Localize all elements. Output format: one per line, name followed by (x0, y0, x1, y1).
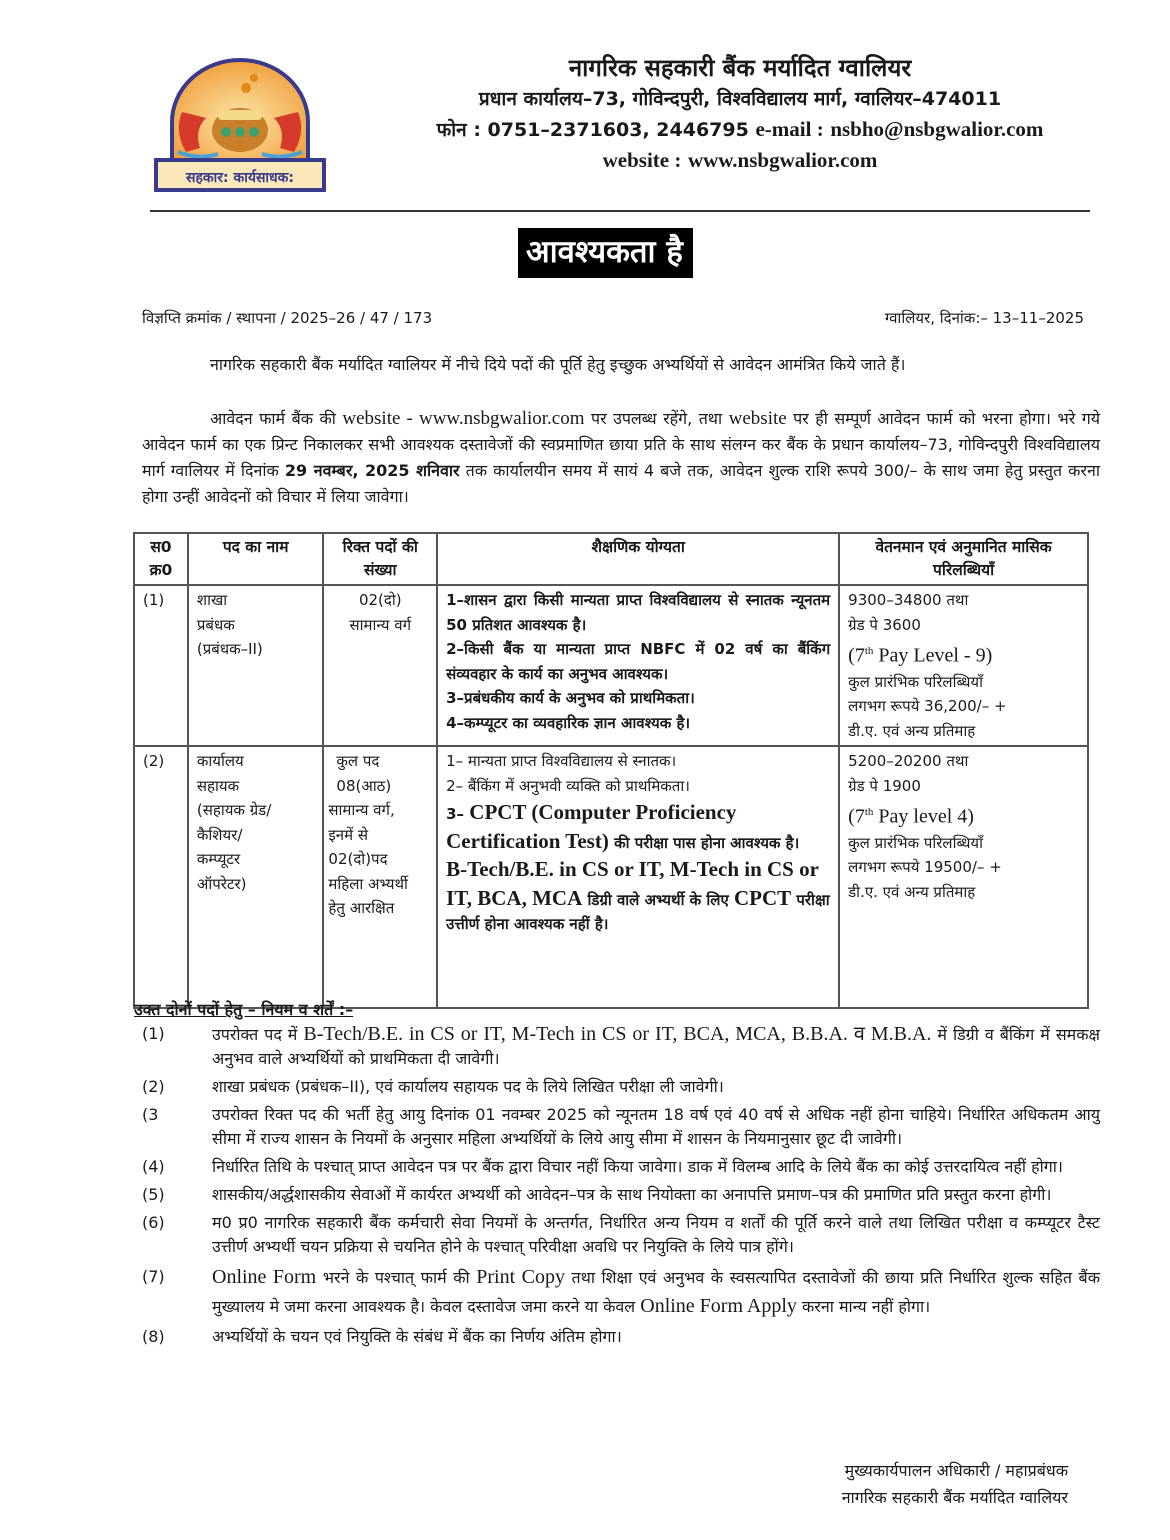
emoluments-amount: लगभग रूपये 36,200/– + (848, 697, 1007, 716)
logo-motto: सहकार: कार्यसाधक: (185, 170, 295, 186)
row-post (188, 585, 324, 746)
rule-text: अभ्यर्थियों के चयन एवं नियुक्ति के संबंध में बैंक का निर्णय अंतिम होगा। (212, 1327, 622, 1346)
phone-label: फोन : (436, 119, 481, 141)
vacancy-line: हेतु आरक्षित (328, 899, 395, 918)
vacancy-table (133, 532, 1089, 1009)
post-line: कार्यालय (196, 752, 244, 771)
qualification-item-exemption: B-Tech/B.E. in CS or IT, M-Tech in CS or IT, BCA, MCA डिग्री वाले अभ्यर्थी के लिए CPCT परीक्षा उत्तीर्ण होना आवश्यक नहीं है। (446, 857, 830, 934)
intro-paragraph-2 (142, 406, 1100, 510)
intro-website-word: website (728, 408, 787, 429)
phone-numbers: 0751–2371603, 2446795 (487, 119, 749, 141)
rule-number: (7) (142, 1267, 165, 1286)
pay-scale: 5200–20200 तथा (848, 752, 969, 771)
vacancy-line: महिला अभ्यर्थी (328, 874, 408, 893)
row-qualification (437, 585, 839, 746)
rules-list (142, 1022, 1100, 1353)
rule-item (142, 1022, 1100, 1071)
row-vacancies (323, 585, 437, 746)
rule-number: (3 (142, 1105, 159, 1124)
grade-pay: ग्रेड पे 3600 (848, 615, 921, 634)
post-line: ऑपरेटर) (196, 874, 247, 893)
post-line: सहायक (196, 776, 240, 795)
qualification-item: 4–कम्प्यूटर का व्यवहारिक ज्ञान आवश्यक है। (446, 713, 691, 732)
intro-text-2d: तक कार्यालयीन समय में सायं 4 बजे तक, आवेदन शुल्क राशि रूपये 300/– के साथ जमा हेतु प्रस्तुत करना होगा उन्हीं आवेदनों को विचार में लिया जावेगा। (142, 461, 1101, 506)
post-line: कम्प्यूटर (196, 850, 241, 869)
pay-scale: 9300–34800 तथा (848, 591, 969, 609)
qualification-item: 1–शासन द्वारा किसी मान्यता प्राप्त विश्वविद्यालय से स्नातक न्यूनतम 50 प्रतिशत आवश्यक है। (446, 591, 831, 634)
website-line (400, 145, 1080, 176)
pay-level: (7th Pay level 4) (848, 805, 974, 828)
rule-number: (2) (142, 1077, 165, 1096)
rule-item (142, 1103, 1100, 1151)
pay-level: (7th Pay Level - 9) (848, 644, 993, 667)
col-header-vacancies: रिक्त पदों की संख्या (323, 533, 437, 585)
intro-website-link[interactable]: website - www.nsbgwalior.com (342, 408, 585, 429)
contact-line (400, 114, 1080, 145)
rule-item (142, 1183, 1100, 1207)
total-emoluments-label: कुल प्रारंभिक परिलब्धियाँ (848, 833, 984, 852)
rules-title: उक्त दोनों पदों हेतु – नियम व शर्तें :– (134, 1000, 354, 1019)
org-address: प्रधान कार्यालय–73, गोविन्दपुरी, विश्वविद्यालय मार्ग, ग्वालियर–474011 (478, 88, 1002, 110)
rule-number: (4) (142, 1157, 165, 1176)
col-header-pay: वेतनमान एवं अनुमानित मासिक परिलब्धियाँ (839, 533, 1088, 585)
rule-item (142, 1263, 1100, 1321)
post-line: शाखा (196, 591, 228, 609)
rule-number: (8) (142, 1327, 165, 1346)
qualification-item: 2– बैंकिंग में अनुभवी व्यक्ति को प्राथमिकता। (446, 776, 690, 795)
rule-item (142, 1075, 1100, 1099)
table-row (134, 746, 1088, 1008)
post-line: (प्रबंधक–II) (196, 640, 263, 658)
rule-text: म0 प्र0 नागरिक सहकारी बैंक कर्मचारी सेवा नियमों के अन्तर्गत, निर्धारित अन्य नियम व शर्तों की पूर्ति करने वाले तथा लिखित परीक्षा व कम्प्यूटर टैस्ट उत्तीर्ण अभ्यर्थी चयन प्रक्रिया से चयनित होने के पश्चात् परिवीक्षा अवधि पर नियुक्ति के लिये पात्र होंगे। (212, 1213, 1100, 1256)
intro-text-2c: पर ही सम्पूर्ण आवेदन फार्म को भरना होगा। भरे गये आवेदन फार्म का एक प्रिन्ट निकालकर सभी आवश्यक दस्तावेजों की स्वप्रमाणित छाया प्रति के साथ संलग्न कर बैंक के प्रधान कार्यालय–73, गोविन्दपुरी विश्वविद्यालय मार्ग ग्वालियर में दिनांक (142, 409, 1100, 480)
vacancy-line: 02(दो) (358, 591, 402, 609)
rule-text: शाखा प्रबंधक (प्रबंधक–II), एवं कार्यालय सहायक पद के लिये लिखित परीक्षा ली जावेगी। (212, 1077, 724, 1096)
signatory-org: नागरिक सहकारी बैंक मर्यादित ग्वालियर (841, 1488, 1068, 1507)
qualification-item-cpct: 3– CPCT (Computer Proficiency Certification Test) की परीक्षा पास होना आवश्यक है। (446, 800, 800, 853)
org-name: नागरिक सहकारी बैंक मर्यादित ग्वालियर (568, 54, 912, 82)
intro-text-1: नागरिक सहकारी बैंक मर्यादित ग्वालियर में नीचे दिये पदों की पूर्ति हेतु इच्छुक अभ्यर्थियों से आवेदन आमंत्रित किये जाते हैं। (210, 355, 906, 374)
row-vacancies (323, 746, 437, 1008)
intro-paragraph-1 (142, 352, 1100, 378)
vacancy-line: सामान्य वर्ग (349, 615, 412, 634)
email-label: e-mail : (755, 117, 824, 141)
qualification-item: 1– मान्यता प्राप्त विश्वविद्यालय से स्नातक। (446, 752, 677, 771)
rule-text: शासकीय/अर्द्धशासकीय सेवाओं में कार्यरत अभ्यर्थी को आवेदन–पत्र के साथ नियोक्ता का अनापत्ति प्रमाण–पत्र की प्रमाणित प्रति प्रस्तुत करना होगी। (212, 1185, 1052, 1204)
da-note: डी.ए. एवं अन्य प्रतिमाह (848, 882, 976, 901)
qualification-item: 3–प्रबंधकीय कार्य के अनुभव को प्राथमिकता। (446, 689, 695, 707)
table-row (134, 585, 1088, 746)
rule-item (142, 1211, 1100, 1259)
rule-number: (6) (142, 1213, 165, 1232)
row-post (188, 746, 324, 1008)
intro-text-2a: आवेदन फार्म बैंक की (210, 409, 336, 428)
grade-pay: ग्रेड पे 1900 (848, 776, 921, 795)
row-qualification (437, 746, 839, 1008)
post-line: प्रबंधक (196, 615, 235, 634)
header-divider (150, 210, 1090, 212)
notice-number: विज्ञप्ति क्रमांक / स्थापना / 2025–26 / 47 / 173 (142, 309, 433, 327)
total-emoluments-label: कुल प्रारंभिक परिलब्धियाँ (848, 672, 984, 691)
notice-banner: आवश्यकता है (518, 228, 693, 278)
table-header-row (134, 533, 1088, 585)
vacancy-line: सामान्य वर्ग, (328, 801, 395, 820)
bank-logo (150, 52, 330, 192)
signatory-designation: मुख्यकार्यपालन अधिकारी / महाप्रबंधक (844, 1461, 1068, 1480)
row-pay (839, 585, 1088, 746)
rule-text: उपरोक्त रिक्त पद की भर्ती हेतु आयु दिनांक 01 नवम्बर 2025 को न्यूनतम 18 वर्ष एवं 40 वर्ष से अधिक नहीं होना चाहिये। निर्धारित अधिकतम आयु सीमा में राज्य शासन के नियमों के अनुसार महिला अभ्यर्थियों के लिये आयु सीमा में शासन के नियमानुसार छूट दी जावेगी। (212, 1105, 1100, 1148)
deadline-date: 29 नवम्बर, 2025 शनिवार (284, 461, 460, 480)
rule-text: उपरोक्त पद में B-Tech/B.E. in CS or IT, M-Tech in CS or IT, BCA, MCA, B.B.A. व M.B.A. में डिग्री व बैंकिंग में समकक्ष अनुभव वाले अभ्यर्थियों को प्राथमिकता दी जावेगी। (212, 1023, 1100, 1068)
qualification-item: 2–किसी बैंक या मान्यता प्राप्त NBFC में 02 वर्ष का बैंकिंग संव्यवहार के कार्य का अनुभव आवश्यक। (446, 640, 831, 683)
vacancy-line: 02(दो)पद (328, 850, 388, 869)
website-label: website : (602, 148, 682, 172)
letterhead (400, 52, 1080, 176)
vacancy-line: कुल पद (336, 752, 380, 771)
website-link[interactable]: www.nsbgwalior.com (687, 148, 878, 172)
col-header-post: पद का नाम (188, 533, 324, 585)
da-note: डी.ए. एवं अन्य प्रतिमाह (848, 721, 976, 740)
post-line: (सहायक ग्रेड/ (196, 801, 272, 820)
row-sno: (1) (134, 585, 188, 746)
vacancy-line: इनमें से (328, 825, 368, 844)
vacancy-line: 08(आठ) (336, 776, 392, 795)
place-date: ग्वालियर, दिनांक:– 13–11–2025 (884, 309, 1084, 327)
row-sno: (2) (134, 746, 188, 1008)
signature-block (842, 1457, 1068, 1511)
rule-item (142, 1155, 1100, 1179)
col-header-qualification: शैक्षणिक योग्यता (437, 533, 839, 585)
post-line: कैशियर/ (196, 825, 243, 844)
rule-number: (5) (142, 1185, 165, 1204)
rule-item (142, 1325, 1100, 1349)
col-header-sno: स0 क्र0 (134, 533, 188, 585)
rule-text: निर्धारित तिथि के पश्चात् प्राप्त आवेदन पत्र पर बैंक द्वारा विचार नहीं किया जावेगा। डाक में विलम्ब आदि के लिये बैंक का कोई उत्तरदायित्व नहीं होगा। (212, 1157, 1063, 1176)
emoluments-amount: लगभग रूपये 19500/– + (848, 858, 1002, 877)
rule-number: (1) (142, 1024, 165, 1043)
rule-text: Online Form भरने के पश्चात् फार्म की Print Copy तथा शिक्षा एवं अनुभव के स्वसत्यापित दस्तावेजों की छाया प्रति निर्धारित शुल्क सहित बैंक मुख्यालय मे जमा करना आवश्यक है। केवल दस्तावेज जमा करने या केवल Online Form Apply करना मान्य नहीं होगा। (212, 1266, 1100, 1317)
row-pay (839, 746, 1088, 1008)
intro-text-2b: पर उपलब्ध रहेंगे, तथा (590, 409, 723, 428)
email-link[interactable]: nsbho@nsbgwalior.com (830, 117, 1044, 141)
